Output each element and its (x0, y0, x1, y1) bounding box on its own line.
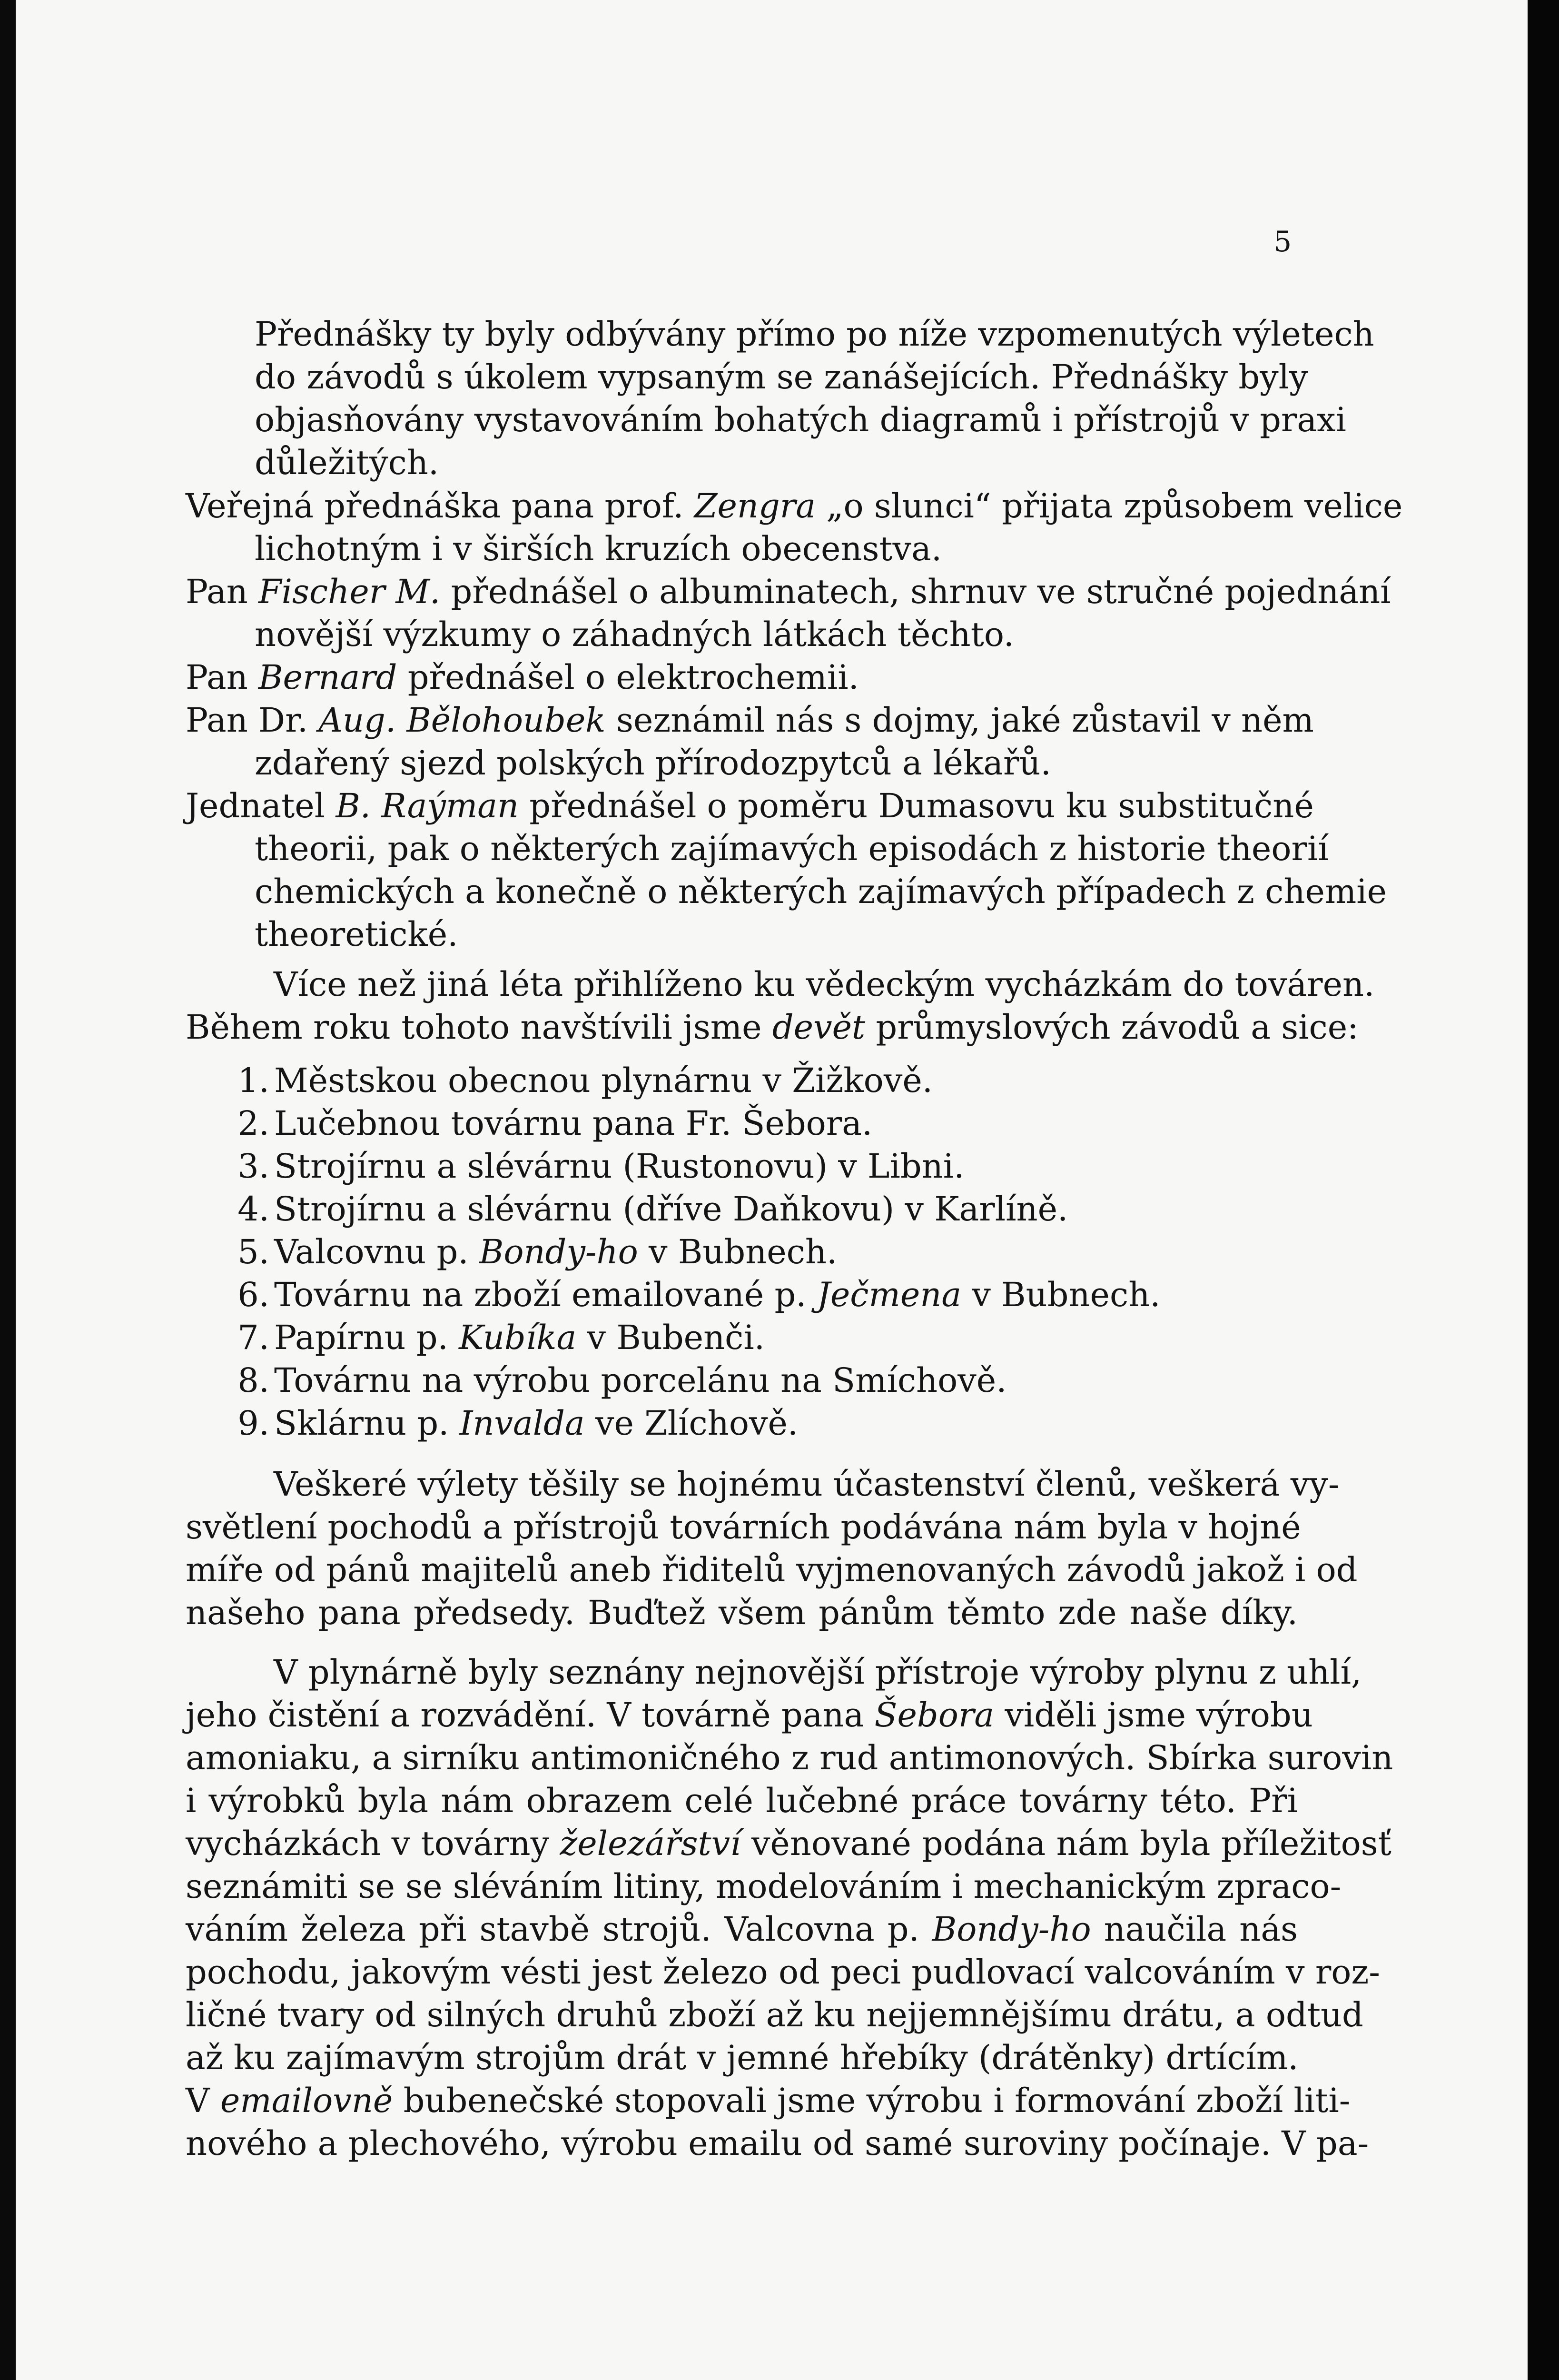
text-segment: zdařený sjezd polských přírodozpytců a lékařů. (255, 744, 1051, 783)
list-number: 2. (237, 1104, 269, 1143)
text-segment: pochodu, jakovým vésti jest železo od peci pudlovací valcováním v roz- (186, 1953, 1380, 1992)
text-segment: theorii, pak o některých zajímavých episodách z historie theorií (255, 829, 1329, 868)
text-segment: naučila nás (1091, 1910, 1298, 1949)
text-segment: Jednatel (186, 786, 336, 825)
text-segment: Sklárnu p. (274, 1404, 460, 1443)
list-number: 6. (237, 1275, 269, 1314)
italic-name: Invalda (459, 1404, 585, 1443)
text-segment: Městskou obecnou plynárnu v Žižkově. (274, 1061, 933, 1100)
italic-name: emailovně (220, 2081, 393, 2120)
text-segment: lichotným i v širších kruzích obecenstva. (255, 529, 942, 568)
text-line (186, 1507, 1301, 1547)
text-segment: věnované podána nám byla příležitosť (740, 1824, 1391, 1863)
text-line (274, 1465, 1340, 1504)
italic-name: Aug. Bělohoubek (318, 701, 606, 740)
text-segment: V plynárně byly seznány nejnovější přístroje výroby plynu z uhlí, (274, 1653, 1362, 1692)
text-segment: míře od pánů majitelů aneb řiditelů vyjmenovaných závodů jakož i od (186, 1550, 1358, 1589)
text-segment: novější výzkumy o záhadných látkách těchto. (255, 615, 1014, 654)
text-line (274, 1653, 1362, 1692)
text-segment: přednášel o elektrochemii. (397, 658, 859, 697)
text-line (186, 1995, 1363, 2034)
list-item (228, 1275, 1161, 1314)
page-number: 5 (1273, 225, 1292, 258)
text-line (186, 786, 1314, 825)
text-line (255, 400, 1346, 439)
italic-name: Bondy-ho (479, 1232, 638, 1271)
text-segment: theoretické. (255, 915, 458, 954)
text-line (255, 829, 1329, 868)
text-segment: našeho pana předsedy. Buďtež všem pánům těmto zde naše díky. (186, 1593, 1298, 1632)
text-segment: vycházkách v továrny (186, 1824, 560, 1863)
text-segment: chemických a konečně o některých zajímavých případech z chemie (255, 872, 1387, 911)
text-line (255, 915, 458, 954)
text-segment: v Bubenči. (576, 1318, 765, 1357)
text-segment: ve Zlíchově. (584, 1404, 799, 1443)
text-segment: Pan Dr. (186, 701, 319, 740)
text-line (186, 486, 1403, 526)
list-number: 3. (237, 1147, 269, 1186)
list-number: 4. (237, 1190, 269, 1229)
text-line (186, 2081, 1351, 2120)
text-segment: Přednášky ty byly odbývány přímo po níže vzpomenutých výletech (255, 315, 1374, 354)
text-segment: Lučebnou továrnu pana Fr. Šebora. (274, 1104, 873, 1143)
list-number: 9. (237, 1404, 269, 1443)
text-segment: světlení pochodů a přístrojů továrních podávána nám byla v hojné (186, 1507, 1301, 1547)
list-item (228, 1061, 933, 1100)
list-number: 7. (237, 1318, 269, 1357)
text-segment: Papírnu p. (274, 1318, 459, 1357)
scan-border (1528, 0, 1559, 2380)
text-segment: ličné tvary od silných druhů zboží až ku nejjemnějšímu drátu, a odtud (186, 1995, 1363, 2034)
text-segment: Strojírnu a slévárnu (Rustonovu) v Libni. (274, 1147, 965, 1186)
text-segment: důležitých. (255, 443, 439, 482)
text-line (255, 315, 1374, 354)
text-segment: přednášel o poměru Dumasovu ku substitučné (519, 786, 1314, 825)
text-line (255, 872, 1387, 911)
list-item (228, 1232, 838, 1271)
text-line (186, 1824, 1391, 1863)
text-line (255, 615, 1014, 654)
italic-name: Bondy-ho (932, 1910, 1091, 1949)
text-segment: váním železa při stavbě strojů. Valcovna p. (186, 1910, 932, 1949)
text-line (186, 1008, 1359, 1047)
text-line (255, 357, 1308, 397)
text-line (186, 1550, 1358, 1589)
text-segment: seznámiti se se sléváním litiny, modelováním i mechanickým zpraco- (186, 1867, 1342, 1906)
text-line (186, 658, 859, 697)
text-segment: průmyslových závodů a sice: (865, 1008, 1359, 1047)
text-line (186, 1781, 1298, 1820)
text-segment: objasňovány vystavováním bohatých diagramů i přístrojů v praxi (255, 400, 1346, 439)
text-line (255, 744, 1051, 783)
italic-name: Fischer M. (258, 572, 441, 611)
text-segment: Strojírnu a slévárnu (dříve Daňkovu) v Karlíně. (274, 1190, 1068, 1229)
text-line (186, 1953, 1380, 1992)
text-segment: do závodů s úkolem vypsaným se zanášejících. Přednášky byly (255, 357, 1308, 397)
text-segment: Veškeré výlety těšily se hojnému účastenství členů, veškerá vy- (274, 1465, 1340, 1504)
italic-name: B. Raýman (335, 786, 519, 825)
text-segment: v Bubnech. (961, 1275, 1161, 1314)
text-line (186, 1593, 1298, 1632)
italic-name: Zengra (694, 486, 816, 526)
text-line (186, 1738, 1393, 1777)
text-segment: „o slunci“ přijata způsobem velice (815, 486, 1403, 526)
text-line (186, 1910, 1298, 1949)
text-segment: i výrobků byla nám obrazem celé lučebné práce továrny této. Při (186, 1781, 1298, 1820)
list-number: 5. (237, 1232, 269, 1271)
text-line (186, 701, 1314, 740)
text-segment: V (186, 2081, 220, 2120)
text-segment: seznámil nás s dojmy, jaké zůstavil v něm (605, 701, 1314, 740)
list-item (228, 1361, 1007, 1400)
list-item (228, 1190, 1068, 1229)
text-segment: přednášel o albuminatech, shrnuv ve stručné pojednání (440, 572, 1391, 611)
text-line (186, 572, 1391, 611)
text-line (255, 443, 439, 482)
text-line (186, 2038, 1299, 2077)
text-segment: Továrnu na výrobu porcelánu na Smíchově. (274, 1361, 1007, 1400)
italic-name: Šebora (874, 1696, 995, 1735)
text-segment: amoniaku, a sirníku antimoničného z rud antimonových. Sbírka surovin (186, 1738, 1393, 1777)
italic-name: železářství (560, 1824, 741, 1863)
list-item (228, 1104, 873, 1143)
list-number: 8. (237, 1361, 269, 1400)
text-segment: jeho čistění a rozvádění. V továrně pana (186, 1696, 875, 1735)
italic-name: Ječmena (817, 1275, 962, 1314)
text-segment: viděli jsme výrobu (994, 1696, 1313, 1735)
text-line (274, 965, 1375, 1004)
text-line (186, 2124, 1369, 2163)
text-segment: až ku zajímavým strojům drát v jemné hřebíky (drátěnky) drtícím. (186, 2038, 1299, 2077)
text-line (186, 1867, 1342, 1906)
text-segment: Během roku tohoto navštívili jsme (186, 1008, 772, 1047)
text-segment: v Bubnech. (638, 1232, 838, 1271)
list-item (228, 1404, 799, 1443)
list-number: 1. (237, 1061, 269, 1100)
italic-name: Bernard (258, 658, 397, 697)
text-segment: nového a plechového, výrobu emailu od samé suroviny počínaje. V pa- (186, 2124, 1369, 2163)
text-segment: bubenečské stopovali jsme výrobu i formování zboží liti- (393, 2081, 1351, 2120)
list-item (228, 1147, 965, 1186)
text-line (186, 1696, 1313, 1735)
list-item (228, 1318, 765, 1357)
italic-name: Kubíka (459, 1318, 577, 1357)
italic-name: devět (772, 1008, 866, 1047)
text-line (255, 529, 942, 568)
text-segment: Pan (186, 658, 259, 697)
text-segment: Veřejná přednáška pana prof. (186, 486, 694, 526)
text-segment: Pan (186, 572, 259, 611)
text-segment: Valcovnu p. (274, 1232, 479, 1271)
text-segment: Více než jiná léta přihlíženo ku vědeckým vycházkám do továren. (274, 965, 1375, 1004)
text-segment: Továrnu na zboží emailované p. (274, 1275, 817, 1314)
